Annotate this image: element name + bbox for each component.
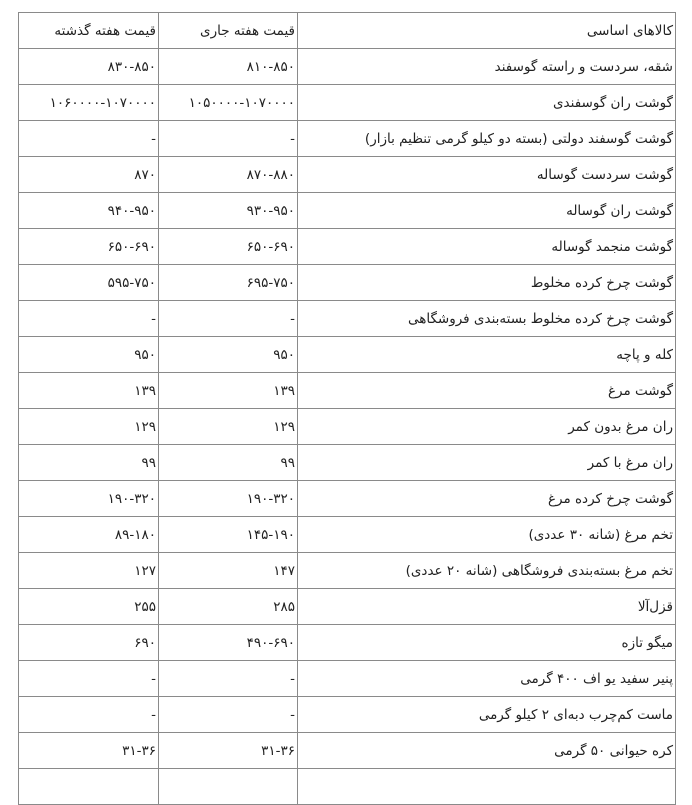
- current-week-price: ۲۸۵: [159, 589, 298, 625]
- current-week-price: ۱۴۵-۱۹۰: [159, 517, 298, 553]
- current-week-price: ۸۷۰-۸۸۰: [159, 157, 298, 193]
- table-row: [19, 409, 676, 445]
- previous-week-price: ۶۹۰: [19, 625, 159, 661]
- current-week-price: ۳۱-۳۶: [159, 733, 298, 769]
- item-name: ران مرغ با کمر: [298, 445, 676, 481]
- previous-week-price: ۹۴۰-۹۵۰: [19, 193, 159, 229]
- previous-week-price: ۸۷۰: [19, 157, 159, 193]
- current-week-price: ۹۳۰-۹۵۰: [159, 193, 298, 229]
- price-table-container: [18, 12, 675, 805]
- item-name: شقه، سردست و راسته گوسفند: [298, 49, 676, 85]
- current-week-price: -: [159, 301, 298, 337]
- header-item: کالاهای اساسی: [298, 13, 676, 49]
- previous-week-price: ۹۹: [19, 445, 159, 481]
- previous-week-price: ۱۳۹: [19, 373, 159, 409]
- current-week-price: ۴۹۰-۶۹۰: [159, 625, 298, 661]
- current-week-price: ۶۵۰-۶۹۰: [159, 229, 298, 265]
- item-name: گوشت چرخ کرده مخلوط بسته‌بندی فروشگاهی: [298, 301, 676, 337]
- previous-week-price: ۵۹۵-۷۵۰: [19, 265, 159, 301]
- item-name: کله و پاچه: [298, 337, 676, 373]
- current-week-price: -: [159, 661, 298, 697]
- previous-week-price: ۱۹۰-۳۲۰: [19, 481, 159, 517]
- current-week-price: -: [159, 121, 298, 157]
- table-row: [19, 589, 676, 625]
- previous-week-price: ۱۰۶۰۰۰۰-۱۰۷۰۰۰۰: [19, 85, 159, 121]
- table-row: [19, 481, 676, 517]
- previous-week-price: -: [19, 121, 159, 157]
- previous-week-price: [19, 769, 159, 805]
- item-name: پنیر سفید یو اف ۴۰۰ گرمی: [298, 661, 676, 697]
- previous-week-price: ۳۱-۳۶: [19, 733, 159, 769]
- previous-week-price: ۸۹-۱۸۰: [19, 517, 159, 553]
- current-week-price: -: [159, 697, 298, 733]
- item-name: گوشت گوسفند دولتی (بسته دو کیلو گرمی تنظیم بازار): [298, 121, 676, 157]
- current-week-price: ۶۹۵-۷۵۰: [159, 265, 298, 301]
- item-name: ران مرغ بدون کمر: [298, 409, 676, 445]
- previous-week-price: ۹۵۰: [19, 337, 159, 373]
- table-row: [19, 445, 676, 481]
- table-header-row: [19, 13, 676, 49]
- current-week-price: [159, 769, 298, 805]
- item-name: گوشت ران گوسفندی: [298, 85, 676, 121]
- table-row: [19, 697, 676, 733]
- previous-week-price: ۶۵۰-۶۹۰: [19, 229, 159, 265]
- header-previous-week: قیمت هفته گذشته: [19, 13, 159, 49]
- item-name: [298, 769, 676, 805]
- item-name: گوشت منجمد گوساله: [298, 229, 676, 265]
- item-name: تخم مرغ بسته‌بندی فروشگاهی (شانه ۲۰ عددی): [298, 553, 676, 589]
- table-row: [19, 229, 676, 265]
- current-week-price: ۱۳۹: [159, 373, 298, 409]
- table-row: [19, 661, 676, 697]
- previous-week-price: -: [19, 301, 159, 337]
- item-name: گوشت مرغ: [298, 373, 676, 409]
- current-week-price: ۹۵۰: [159, 337, 298, 373]
- current-week-price: ۱۹۰-۳۲۰: [159, 481, 298, 517]
- table-row: [19, 625, 676, 661]
- item-name: قزل‌آلا: [298, 589, 676, 625]
- item-name: میگو تازه: [298, 625, 676, 661]
- table-row: [19, 769, 676, 805]
- table-row: [19, 193, 676, 229]
- table-row: [19, 337, 676, 373]
- current-week-price: ۱۰۵۰۰۰۰-۱۰۷۰۰۰۰: [159, 85, 298, 121]
- table-row: [19, 373, 676, 409]
- table-row: [19, 733, 676, 769]
- table-row: [19, 121, 676, 157]
- table-row: [19, 49, 676, 85]
- current-week-price: ۹۹: [159, 445, 298, 481]
- item-name: گوشت چرخ کرده مخلوط: [298, 265, 676, 301]
- previous-week-price: ۱۲۹: [19, 409, 159, 445]
- table-row: [19, 553, 676, 589]
- previous-week-price: ۲۵۵: [19, 589, 159, 625]
- price-table: [18, 12, 676, 805]
- previous-week-price: -: [19, 661, 159, 697]
- item-name: گوشت چرخ کرده مرغ: [298, 481, 676, 517]
- table-row: [19, 157, 676, 193]
- item-name: ماست کم‌چرب دبه‌ای ۲ کیلو گرمی: [298, 697, 676, 733]
- item-name: تخم مرغ (شانه ۳۰ عددی): [298, 517, 676, 553]
- item-name: گوشت ران گوساله: [298, 193, 676, 229]
- table-row: [19, 265, 676, 301]
- table-row: [19, 517, 676, 553]
- current-week-price: ۱۲۹: [159, 409, 298, 445]
- previous-week-price: -: [19, 697, 159, 733]
- item-name: کره حیوانی ۵۰ گرمی: [298, 733, 676, 769]
- current-week-price: ۸۱۰-۸۵۰: [159, 49, 298, 85]
- table-row: [19, 301, 676, 337]
- item-name: گوشت سردست گوساله: [298, 157, 676, 193]
- current-week-price: ۱۴۷: [159, 553, 298, 589]
- previous-week-price: ۱۲۷: [19, 553, 159, 589]
- previous-week-price: ۸۳۰-۸۵۰: [19, 49, 159, 85]
- header-current-week: قیمت هفته جاری: [159, 13, 298, 49]
- table-row: [19, 85, 676, 121]
